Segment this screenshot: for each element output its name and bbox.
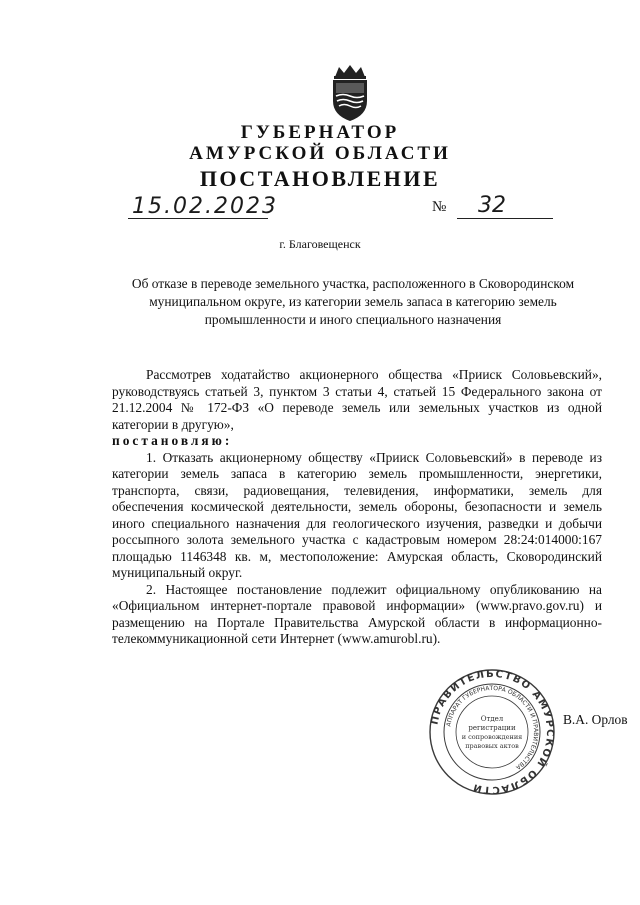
document-subject: Об отказе в переводе земельного участка, расположенного в Сковородинском муниципальном округе, из категории земель запаса в категорию земель промышленности и иного специального назначения [131,276,575,327]
seal-center-line-3: и сопровождения [461,733,523,741]
seal-center-line-4: правовых актов [465,742,519,750]
signatory-surname: Орлов [591,712,628,727]
item-1-paragraph: 1. Отказать акционерному обществу «Прииск Соловьевский» в переводе из категории земель запаса в категорию земель промышленности, энергетики, транспорта, связи, радиовещания, телевидения, информатики, земель для обеспечения космической деятельности, земель обороны, безопасности и земель иного специального назначения для геологического изучения, разведки и добычи россыпного золота земельного участка с кадастровым номером 28:24:014000:167 площадью 1146348 кв. м, местоположение: Амурская область, Сковородинский муниципальный округ. [112,449,602,580]
number-sign: № [432,199,447,215]
resolve-word: постановляю: [112,433,233,448]
seal-ring-text: АППАРАТ ГУБЕРНАТОРА ОБЛАСТИ И ПРАВИТЕЛЬСТВА [445,684,540,771]
document-number: 32 [478,193,506,218]
issuer-title: ГУБЕРНАТОР [240,122,400,143]
seal-outer-text: ПРАВИТЕЛЬСТВО АМУРСКОЙ ОБЛАСТИ [429,668,556,796]
official-seal [428,668,556,796]
amur-region-coat-of-arms-icon [325,63,375,123]
document-body [112,367,602,648]
item-2-paragraph: 2. Настоящее постановление подлежит официальному опубликованию на «Официальном интернет-портале правовой информации» (www.pravo.gov.ru) и размещению на Портале Правительства Амурской области в информационно-телекоммуникационной сети Интернет (www.amurobl.ru). [112,581,602,646]
seal-center-line-1: Отдел [480,715,504,723]
signatory-name [563,712,628,728]
document-date: 15.02.2023 [132,194,278,219]
date-underline [128,218,268,219]
number-underline [457,218,553,219]
city-name: г. Благовещенск [279,237,361,251]
issuer-region: АМУРСКОЙ ОБЛАСТИ [189,143,451,164]
seal-center-line-2: регистрации [468,724,516,732]
signatory-initials: В.А. [563,712,589,727]
preamble-paragraph: Рассмотрев ходатайство акционерного общества «Прииск Соловьевский», руководствуясь статьей 3, пунктом 3 статьи 4, статьей 15 Федерального закона от 21.12.2004 № 172-ФЗ «О переводе земель или земельных участков из одной категории в другую», [112,367,602,432]
document-type: ПОСТАНОВЛЕНИЕ [199,166,441,191]
